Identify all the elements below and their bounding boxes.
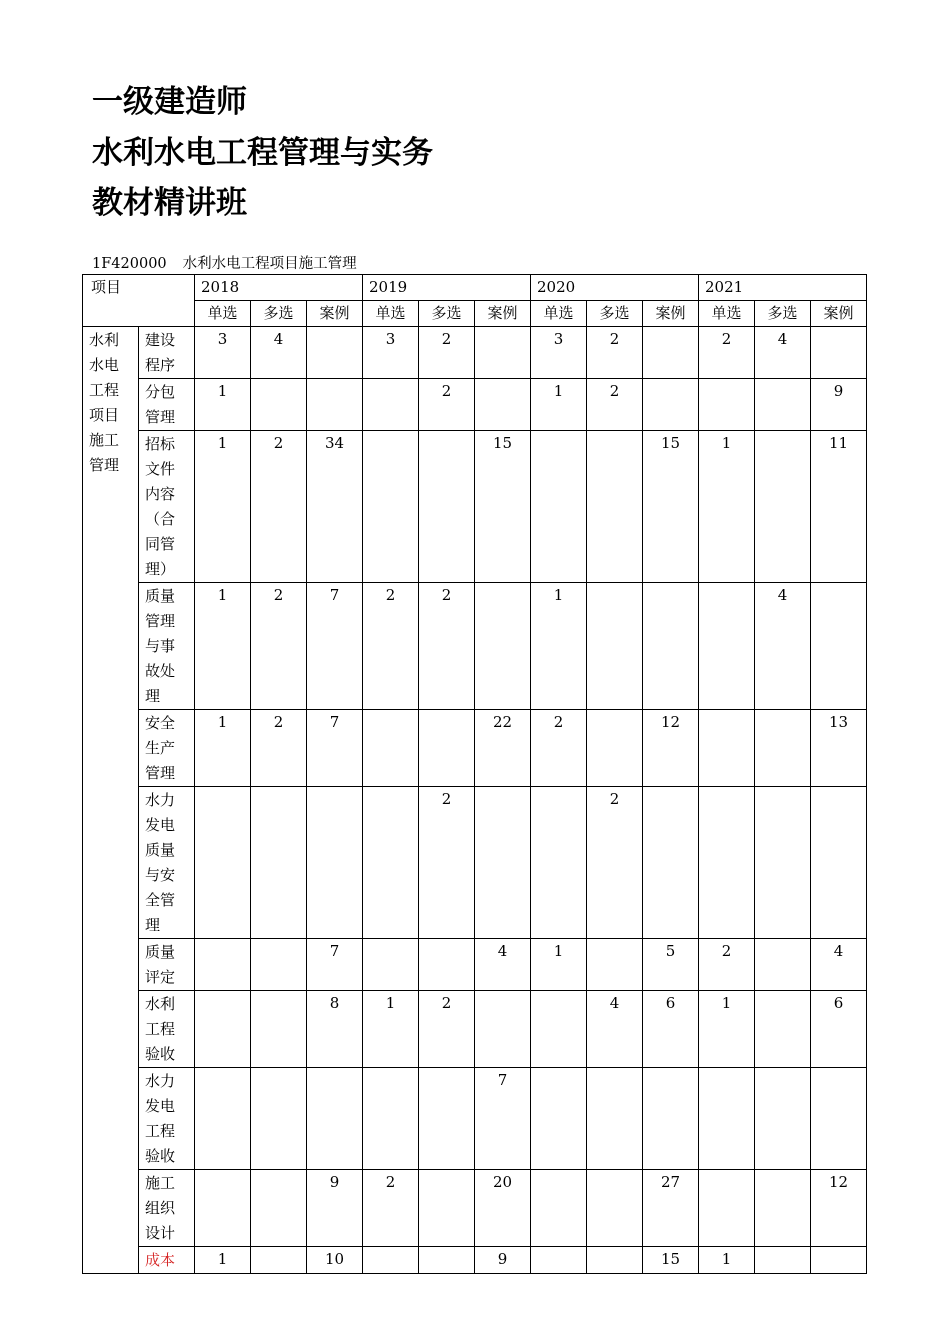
header-row-years: [83, 275, 867, 301]
score-cell: 2: [251, 583, 307, 710]
score-cell: 12: [643, 710, 699, 787]
category-label-line: 施工: [89, 431, 120, 449]
score-cell: [363, 1068, 419, 1170]
score-cell: [195, 1170, 251, 1247]
score-cell: [195, 787, 251, 939]
subitem-label-line: 施工: [145, 1174, 176, 1192]
score-cell: [811, 583, 867, 710]
score-cell: [419, 939, 475, 991]
score-cell: 1: [195, 379, 251, 431]
subitem-label: [145, 584, 190, 709]
score-cell: [755, 710, 811, 787]
score-cell: [363, 939, 419, 991]
score-cell: 2: [587, 327, 643, 379]
score-cell: [699, 1170, 755, 1247]
score-cell: 2: [587, 787, 643, 939]
subitem-label-line: 与事: [145, 637, 176, 655]
score-cell: [419, 1247, 475, 1274]
type-header: 单选: [195, 301, 251, 327]
score-cell: 2: [419, 991, 475, 1068]
score-cell: 20: [475, 1170, 531, 1247]
subitem-label-line: 水利: [145, 995, 176, 1013]
score-cell: 7: [475, 1068, 531, 1170]
category-label: [89, 328, 134, 478]
score-cell: [419, 431, 475, 583]
subitem-label-line: 分包: [145, 383, 176, 401]
score-cell: [363, 379, 419, 431]
subitem-label-line: 工程: [145, 1020, 176, 1038]
subitem-label-line: 设计: [145, 1224, 176, 1242]
subitem-cell: [139, 327, 195, 379]
type-header: 多选: [755, 301, 811, 327]
score-cell: 2: [699, 327, 755, 379]
score-cell: 6: [643, 991, 699, 1068]
subitem-label-line: 内容: [145, 485, 176, 503]
subitem-label-line: 质量: [145, 943, 176, 961]
subitem-label: [145, 788, 190, 938]
subitem-label-line: 管理: [145, 408, 176, 426]
subitem-label-line: 全管: [145, 891, 176, 909]
title-line-3: 教材精讲班: [92, 185, 247, 221]
score-cell: 2: [699, 939, 755, 991]
subitem-label-line: 验收: [145, 1147, 176, 1165]
section-title: 水利水电工程项目施工管理: [182, 256, 357, 272]
year-header: 2019: [363, 275, 531, 301]
subitem-label-line: 工程: [145, 1122, 176, 1140]
table-row: [83, 787, 867, 939]
score-cell: 4: [587, 991, 643, 1068]
score-cell: [755, 1247, 811, 1274]
year-header: 2021: [699, 275, 867, 301]
subitem-label-line: 理: [145, 687, 161, 705]
score-cell: 1: [195, 710, 251, 787]
score-cell: [587, 1068, 643, 1170]
score-cell: 1: [531, 379, 587, 431]
score-cell: [699, 1068, 755, 1170]
score-cell: 1: [531, 939, 587, 991]
score-cell: [307, 327, 363, 379]
score-cell: 15: [475, 431, 531, 583]
score-cell: 13: [811, 710, 867, 787]
score-cell: 3: [531, 327, 587, 379]
subitem-cell: [139, 379, 195, 431]
score-cell: [531, 1068, 587, 1170]
subitem-label: [145, 1248, 190, 1273]
score-cell: [755, 1068, 811, 1170]
score-cell: 2: [531, 710, 587, 787]
table-row: [83, 1247, 867, 1274]
category-label-line: 管理: [89, 456, 120, 474]
score-cell: 3: [363, 327, 419, 379]
score-cell: [587, 710, 643, 787]
score-cell: [699, 710, 755, 787]
subitem-cell: [139, 431, 195, 583]
score-cell: [811, 1247, 867, 1274]
category-label-line: 工程: [89, 381, 120, 399]
subitem-label: [145, 432, 190, 582]
score-cell: [251, 787, 307, 939]
score-cell: [307, 1068, 363, 1170]
score-cell: 1: [195, 431, 251, 583]
score-cell: [251, 1170, 307, 1247]
subitem-label-line: 组织: [145, 1199, 176, 1217]
subitem-label-line: （合: [145, 510, 176, 528]
table-row: [83, 327, 867, 379]
score-cell: [419, 1170, 475, 1247]
score-cell: [531, 991, 587, 1068]
score-cell: [419, 1068, 475, 1170]
score-cell: 2: [419, 787, 475, 939]
type-header: 案例: [307, 301, 363, 327]
score-cell: [475, 583, 531, 710]
score-cell: [699, 583, 755, 710]
score-cell: 1: [699, 991, 755, 1068]
score-cell: [307, 379, 363, 431]
score-cell: 4: [475, 939, 531, 991]
score-cell: [587, 431, 643, 583]
year-header: 2018: [195, 275, 363, 301]
category-label-line: 水利: [89, 331, 120, 349]
subitem-label: [145, 328, 190, 378]
score-cell: [755, 787, 811, 939]
subitem-label-line: 故处: [145, 662, 176, 680]
type-header: 多选: [419, 301, 475, 327]
section-heading: [92, 254, 357, 274]
score-cell: 15: [643, 431, 699, 583]
type-header: 案例: [643, 301, 699, 327]
subitem-label: [145, 940, 190, 990]
score-cell: [475, 379, 531, 431]
subitem-label: [145, 992, 190, 1067]
subitem-label-line: 水力: [145, 791, 176, 809]
score-cell: 1: [699, 431, 755, 583]
year-header: 2020: [531, 275, 699, 301]
score-cell: 1: [363, 991, 419, 1068]
score-cell: 3: [195, 327, 251, 379]
subitem-label-line: 与安: [145, 866, 176, 884]
score-cell: 2: [587, 379, 643, 431]
type-header: 案例: [475, 301, 531, 327]
subitem-label: [145, 380, 190, 430]
subitem-label-line: 同管: [145, 535, 176, 553]
score-cell: [251, 939, 307, 991]
score-cell: 10: [307, 1247, 363, 1274]
score-cell: [363, 1247, 419, 1274]
score-cell: 9: [811, 379, 867, 431]
table-row: [83, 1068, 867, 1170]
score-cell: 1: [531, 583, 587, 710]
subitem-label-line: 理: [145, 916, 161, 934]
score-cell: 7: [307, 939, 363, 991]
score-cell: [363, 787, 419, 939]
subitem-cell: [139, 710, 195, 787]
score-cell: 34: [307, 431, 363, 583]
score-cell: [195, 939, 251, 991]
score-cell: [699, 379, 755, 431]
score-cell: [251, 991, 307, 1068]
score-cell: [307, 787, 363, 939]
subitem-label-line: 生产: [145, 739, 176, 757]
category-label-line: 项目: [89, 406, 120, 424]
score-cell: [755, 431, 811, 583]
subitem-label: [145, 711, 190, 786]
score-cell: 2: [419, 327, 475, 379]
score-cell: [755, 991, 811, 1068]
score-cell: [755, 939, 811, 991]
subitem-label-line: 评定: [145, 968, 176, 986]
type-header: 单选: [699, 301, 755, 327]
score-cell: [643, 379, 699, 431]
score-cell: 15: [643, 1247, 699, 1274]
subitem-cell: [139, 583, 195, 710]
score-cell: [251, 1068, 307, 1170]
score-cell: [251, 379, 307, 431]
score-cell: [531, 787, 587, 939]
score-cell: [195, 1068, 251, 1170]
subitem-label: [145, 1171, 190, 1246]
category-cell: [83, 327, 139, 1274]
subitem-label-line: 质量: [145, 587, 176, 605]
header-row-types: [83, 301, 867, 327]
score-cell: 2: [251, 710, 307, 787]
score-cell: 2: [363, 583, 419, 710]
category-label-line: 水电: [89, 356, 120, 374]
score-cell: 8: [307, 991, 363, 1068]
score-cell: [419, 710, 475, 787]
subitem-cell: [139, 1068, 195, 1170]
table-row: [83, 1170, 867, 1247]
score-cell: [755, 379, 811, 431]
subitem-label-line: 成本: [145, 1251, 176, 1269]
score-cell: 1: [699, 1247, 755, 1274]
score-cell: 1: [195, 1247, 251, 1274]
subitem-cell: [139, 991, 195, 1068]
table-row: [83, 710, 867, 787]
subitem-label-line: 理）: [145, 560, 176, 578]
subitem-label-line: 招标: [145, 435, 176, 453]
score-cell: [531, 431, 587, 583]
score-cell: 4: [755, 327, 811, 379]
table-row: [83, 991, 867, 1068]
score-cell: [643, 327, 699, 379]
subitem-label-line: 质量: [145, 841, 176, 859]
score-cell: [587, 1247, 643, 1274]
score-cell: [475, 327, 531, 379]
score-cell: [643, 1068, 699, 1170]
subitem-label-line: 管理: [145, 764, 176, 782]
score-cell: [531, 1247, 587, 1274]
score-cell: [475, 787, 531, 939]
score-cell: [811, 787, 867, 939]
score-cell: [811, 327, 867, 379]
subitem-cell: [139, 787, 195, 939]
type-header: 案例: [811, 301, 867, 327]
score-cell: 1: [195, 583, 251, 710]
subitem-label-line: 文件: [145, 460, 176, 478]
score-cell: [363, 710, 419, 787]
score-cell: [643, 787, 699, 939]
score-cell: 9: [307, 1170, 363, 1247]
score-cell: [811, 1068, 867, 1170]
subitem-cell: [139, 939, 195, 991]
score-cell: 4: [811, 939, 867, 991]
subitem-label-line: 水力: [145, 1072, 176, 1090]
subitem-label-line: 建设: [145, 331, 176, 349]
exam-score-table: [82, 274, 867, 1274]
subitem-cell: [139, 1247, 195, 1274]
table-row: [83, 431, 867, 583]
title-line-2: 水利水电工程管理与实务: [92, 135, 433, 171]
type-header: 单选: [363, 301, 419, 327]
type-header: 多选: [251, 301, 307, 327]
score-cell: 4: [251, 327, 307, 379]
subitem-label-line: 程序: [145, 356, 176, 374]
subitem-label-line: 发电: [145, 1097, 176, 1115]
score-cell: [531, 1170, 587, 1247]
subitem-label-line: 安全: [145, 714, 176, 732]
score-cell: 7: [307, 583, 363, 710]
score-cell: 22: [475, 710, 531, 787]
score-cell: [587, 1170, 643, 1247]
score-cell: [195, 991, 251, 1068]
score-cell: 12: [811, 1170, 867, 1247]
subitem-label-line: 管理: [145, 612, 176, 630]
score-cell: 2: [419, 379, 475, 431]
subitem-cell: [139, 1170, 195, 1247]
score-cell: [755, 1170, 811, 1247]
score-cell: 2: [363, 1170, 419, 1247]
score-cell: 7: [307, 710, 363, 787]
type-header: 单选: [531, 301, 587, 327]
title-line-1: 一级建造师: [92, 84, 247, 120]
score-cell: 4: [755, 583, 811, 710]
subitem-label: [145, 1069, 190, 1169]
table-row: [83, 939, 867, 991]
score-cell: 27: [643, 1170, 699, 1247]
score-cell: [643, 583, 699, 710]
header-corner: 项目: [83, 275, 195, 327]
score-cell: 5: [643, 939, 699, 991]
score-cell: 2: [419, 583, 475, 710]
score-cell: [587, 939, 643, 991]
score-cell: 9: [475, 1247, 531, 1274]
score-cell: 6: [811, 991, 867, 1068]
score-cell: [699, 787, 755, 939]
subitem-label-line: 验收: [145, 1045, 176, 1063]
table-row: [83, 583, 867, 710]
score-cell: 2: [251, 431, 307, 583]
type-header: 多选: [587, 301, 643, 327]
score-cell: [363, 431, 419, 583]
section-code: 1F420000: [92, 256, 167, 272]
score-cell: [475, 991, 531, 1068]
score-cell: [251, 1247, 307, 1274]
score-cell: 11: [811, 431, 867, 583]
table-row: [83, 379, 867, 431]
subitem-label-line: 发电: [145, 816, 176, 834]
score-cell: [587, 583, 643, 710]
